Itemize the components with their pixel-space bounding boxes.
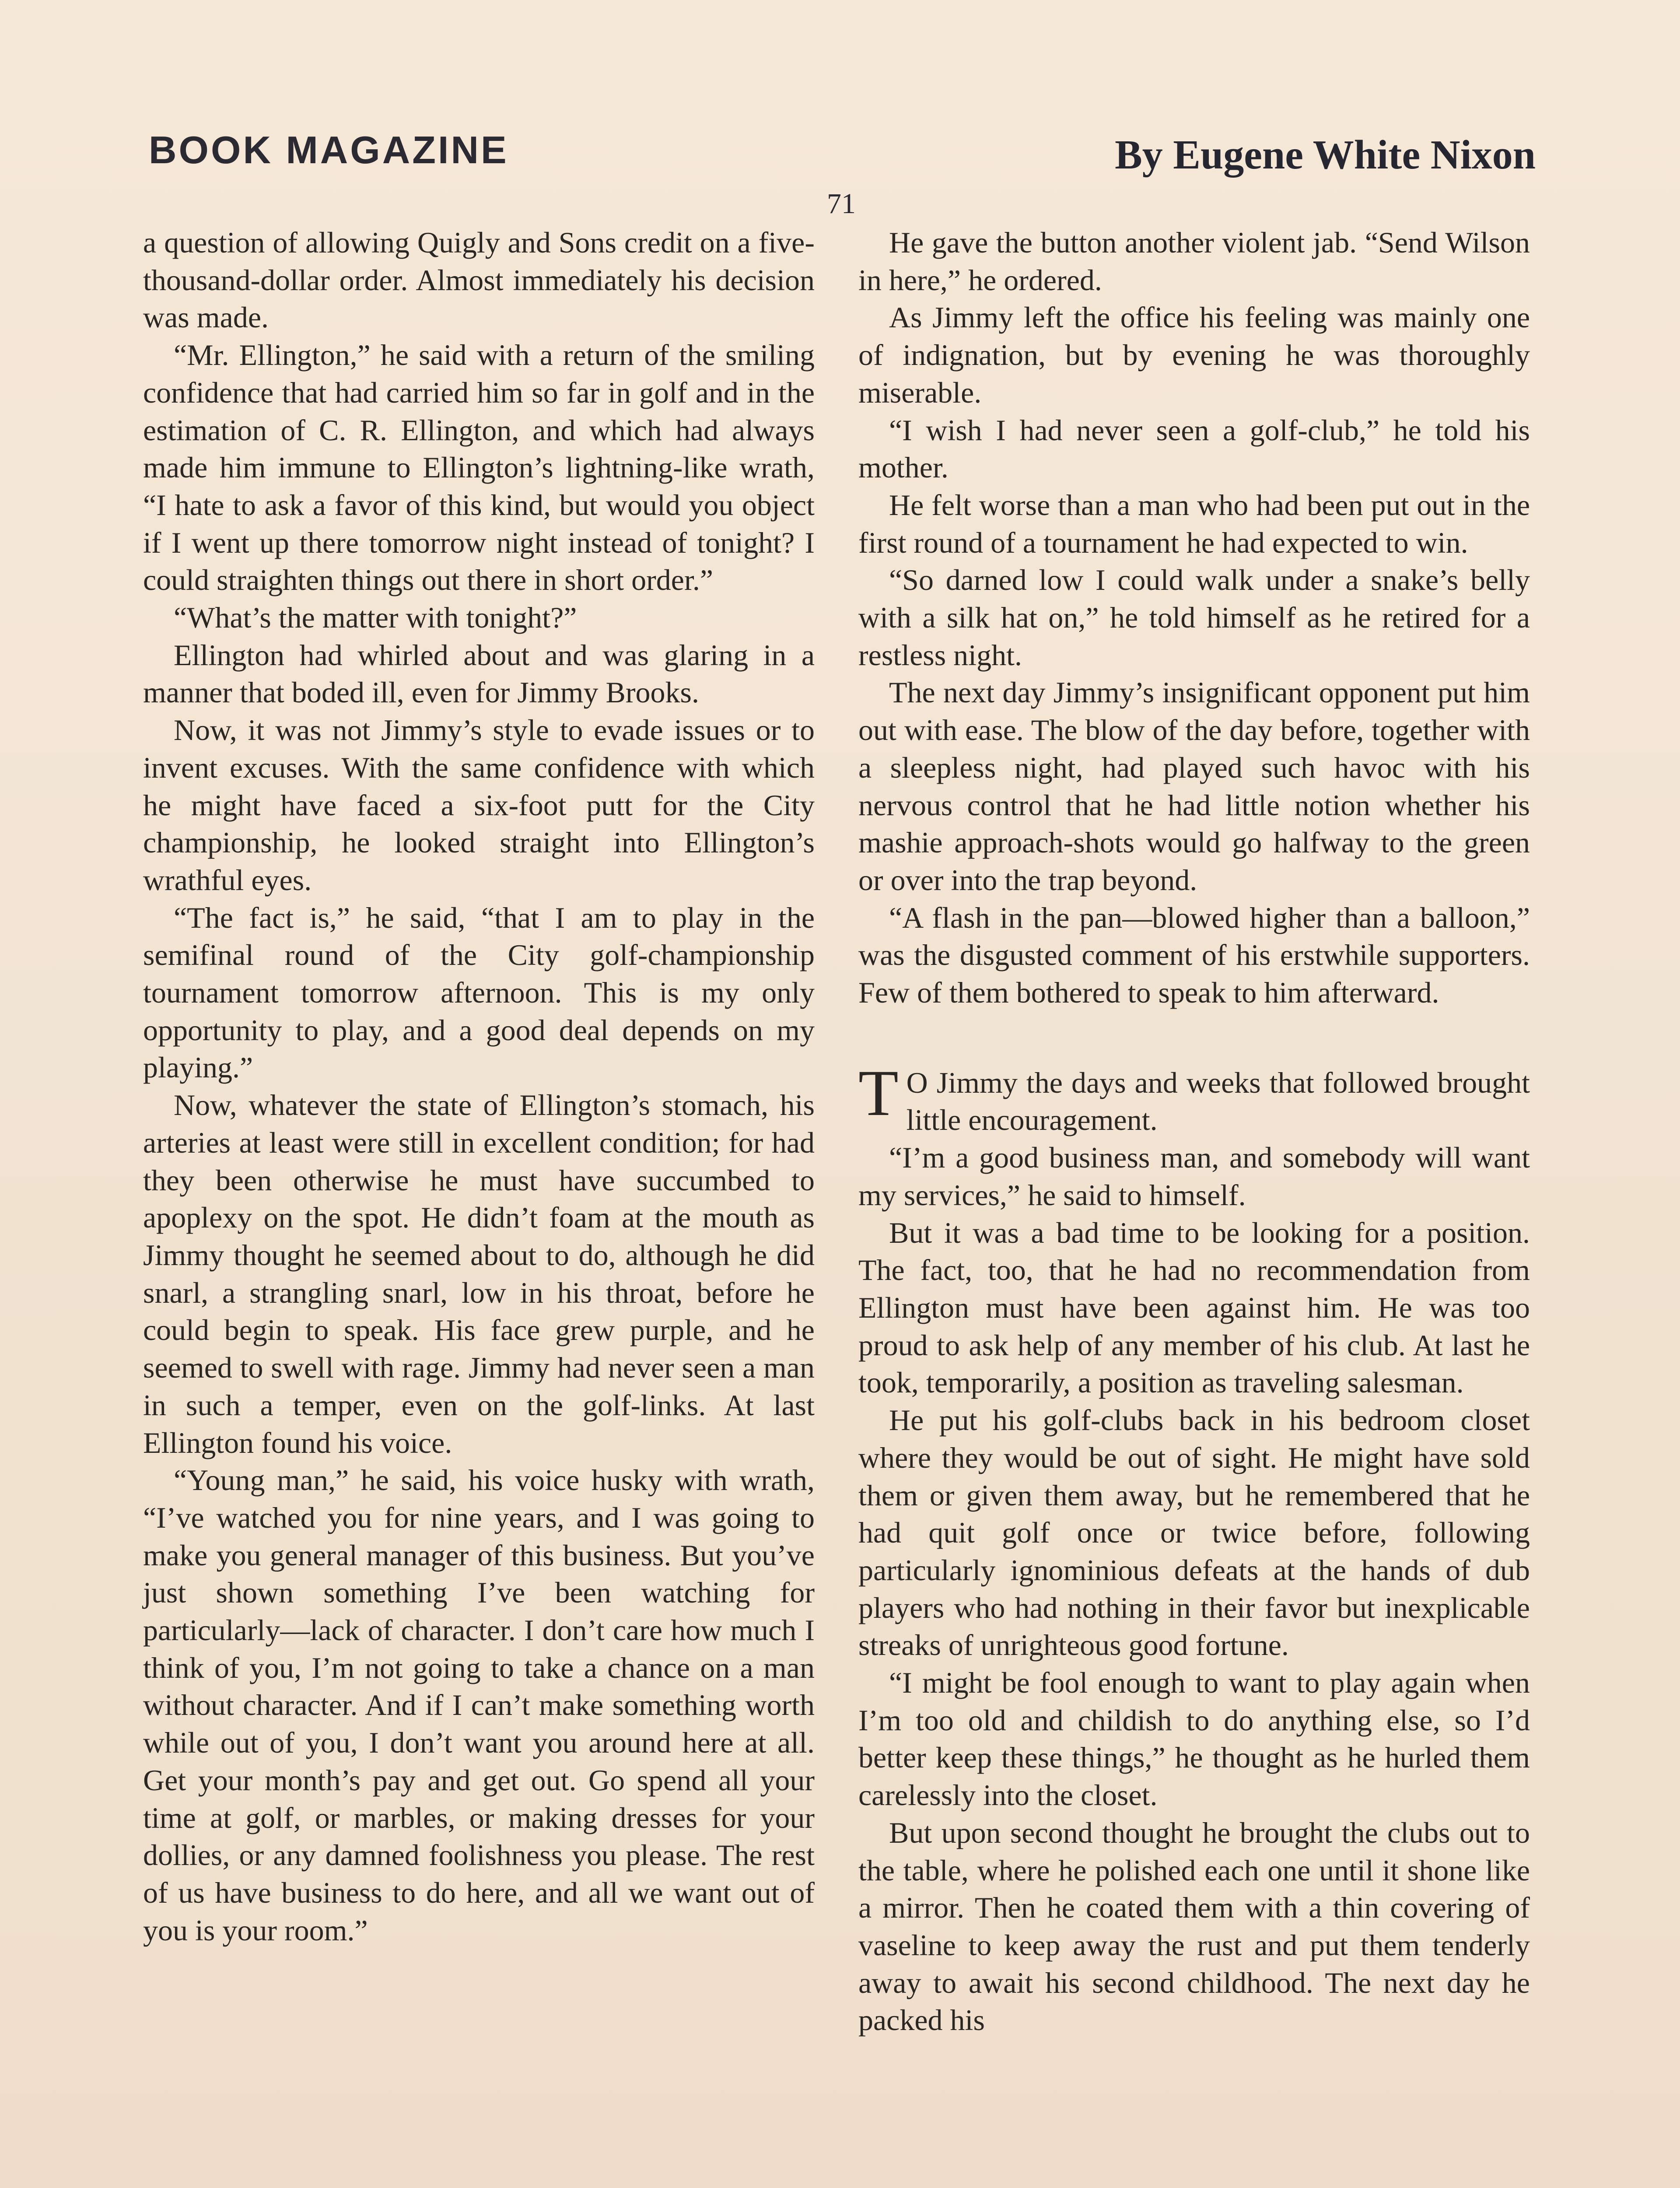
paragraph: “I might be fool enough to want to play again when I’m too old and childish to do anything else, so I’d better keep these things,” he thought as he hurled them carelessly into the closet. [858, 1666, 1530, 1812]
section-opening-paragraph [858, 1056, 1530, 1139]
page-number: 71 [827, 188, 856, 220]
paragraph: Now, whatever the state of Ellington’s stomach, his arteries at least were still in excellent condition; for had they been otherwise he must have succumbed to apoplexy on the spot. He didn’t foam at the mouth as Jimmy thought he seemed about to do, although he did snarl, a strangling snarl, low in his throat, before he could begin to speak. His face grew purple, and he seemed to swell with rage. Jimmy had never seen a man in such a temper, even on the golf-links. At last Ellington found his voice. [143, 1088, 815, 1459]
left-text-column [143, 224, 815, 1949]
paragraph: a question of allowing Quigly and Sons credit on a five-thousand-dollar order. Almost immediately his decision was made. [143, 226, 815, 334]
paragraph: “So darned low I could walk under a snake’s belly with a silk hat on,” he told himself as he retired for a restless night. [858, 563, 1530, 672]
paragraph: “I’m a good business man, and somebody will want my services,” he said to himself. [858, 1141, 1530, 1212]
paragraph: “What’s the matter with tonight?” [174, 601, 577, 635]
paragraph: He put his golf-clubs back in his bedroom closet where they would be out of sight. He might have sold them or given them away, but he remembered that he had quit golf once or twice before, following particularly ignominious defeats at the hands of dub players who had nothing in their favor but inexplicable streaks of unrighteous good fortune. [858, 1403, 1530, 1662]
paragraph: “A flash in the pan—blowed higher than a balloon,” was the disgusted comment of his erstwhile supporters. Few of them bothered to speak to him afterward. [858, 901, 1530, 1010]
paragraph: He gave the button another violent jab. “Send Wilson in here,” he ordered. [858, 226, 1530, 297]
paragraph: He felt worse than a man who had been put out in the first round of a tournament he had expected to win. [858, 488, 1530, 559]
paragraph: Now, it was not Jimmy’s style to evade issues or to invent excuses. With the same confidence with which he might have faced a six-foot putt for the City championship, he looked straight into Ellington’s wrathful eyes. [143, 713, 815, 897]
drop-cap: T [858, 1056, 899, 1129]
paragraph: But it was a bad time to be looking for a position. The fact, too, that he had no recommendation from Ellington must have been against him. He was too proud to ask help of any member of his club. At last he took, temporarily, a position as traveling salesman. [858, 1216, 1530, 1399]
paragraph: But upon second thought he brought the clubs out to the table, where he polished each one until it shone like a mirror. Then he coated them with a thin covering of vaseline to keep away the rust and put them tenderly away to await his second childhood. The next day he packed his [858, 1816, 1530, 2037]
paragraph: “I wish I had never seen a golf-club,” he told his mother. [858, 413, 1530, 484]
paragraph: As Jimmy left the office his feeling was mainly one of indignation, but by evening he was thoroughly miserable. [858, 301, 1530, 409]
paragraph: “The fact is,” he said, “that I am to play in the semifinal round of the City golf-championship tournament tomorrow afternoon. This is my only opportunity to play, and a good deal depends on my playing.” [143, 901, 815, 1084]
paragraph: “Young man,” he said, his voice husky with wrath, “I’ve watched you for nine years, and I was going to make you general manager of this business. But you’ve just shown something I’ve been watching for particularly—lack of character. I don’t care how much I think of you, I’m not going to take a chance on a man without character. And if I can’t make something worth while out of you, I don’t want you around here at all. Get your month’s pay and get out. Go spend all your time at golf, or marbles, or making dresses for your dollies, or any damned foolishness you please. The rest of us have business to do here, and all we want out of you is your room.” [143, 1463, 815, 1947]
paragraph: The next day Jimmy’s insignificant opponent put him out with ease. The blow of the day before, together with a sleepless night, had played such havoc with his nervous control that he had little notion whether his mashie approach-shots would go halfway to the green or over into the trap beyond. [858, 676, 1530, 897]
magazine-title: BOOK MAGAZINE [149, 128, 509, 172]
paragraph: “Mr. Ellington,” he said with a return of the smiling confidence that had carried him so far in golf and in the estimation of C. R. Ellington, and which had always made him immune to Ellington’s lightning-like wrath, “I hate to ask a favor of this kind, but would you object if I went up there tomorrow night instead of tonight? I could straighten things out there in short order.” [143, 338, 815, 597]
paragraph: Ellington had whirled about and was glaring in a manner that boded ill, even for Jimmy Brooks. [143, 638, 815, 709]
author-byline: By Eugene White Nixon [1115, 132, 1536, 178]
right-text-column [858, 224, 1530, 2039]
section-opening-text: O Jimmy the days and weeks that followed brought little encouragement. [906, 1066, 1530, 1137]
